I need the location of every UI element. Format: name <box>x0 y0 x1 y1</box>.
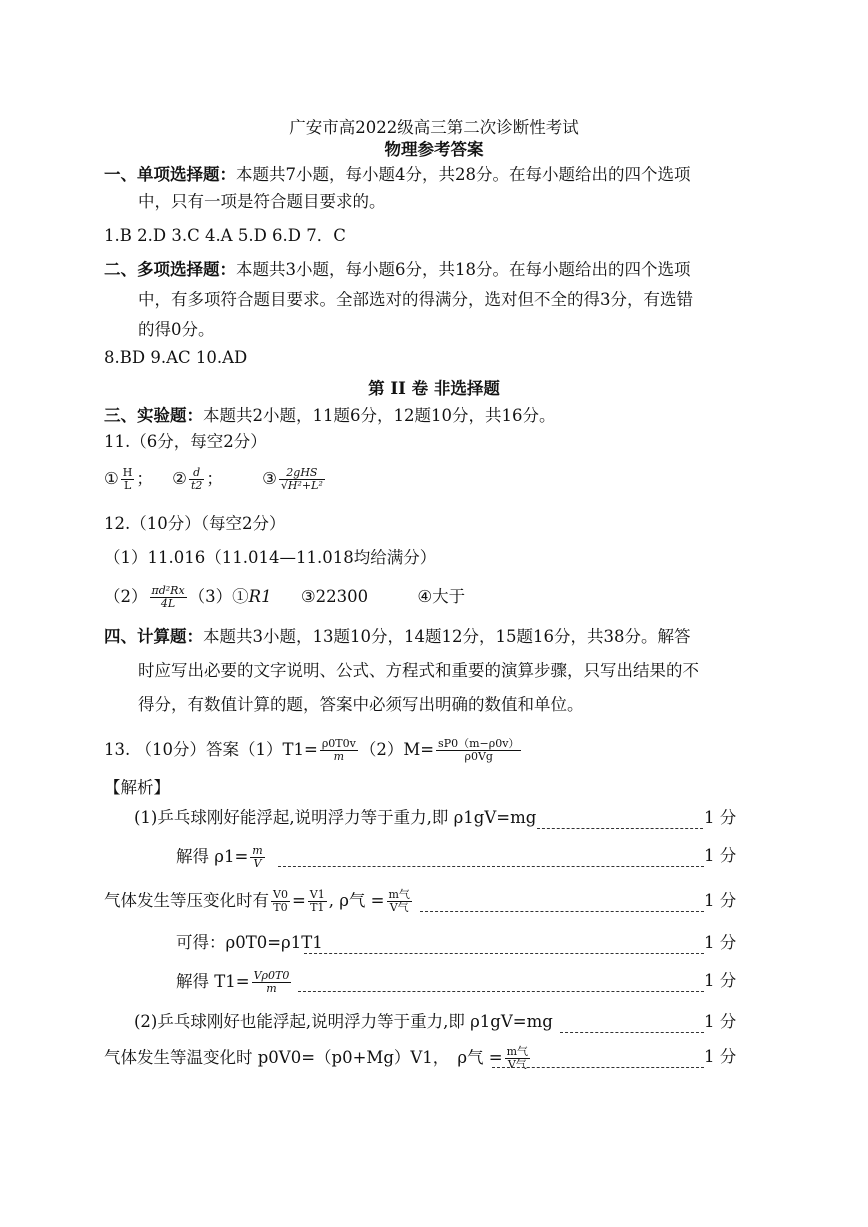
q12-answer-3: ③22300 <box>300 587 369 606</box>
q12-answer-4: ④大于 <box>417 587 466 606</box>
question-12-part-1: （1）11.016（11.014—11.018均给满分） <box>104 548 437 567</box>
section-1-text-2: 中，只有一项是符合题目要求的。 <box>138 192 386 211</box>
step-2-num: m <box>252 844 263 857</box>
step-3-fraction-2 <box>308 889 327 914</box>
q13-a2-num: sP0（m−ρ0v） <box>438 737 520 750</box>
q11-answer-1-mark: ① <box>104 469 119 488</box>
section-1-heading: 一、单项选择题： <box>104 165 236 184</box>
step-1-leader <box>537 818 703 837</box>
step-3-equals: = <box>291 891 306 910</box>
step-2-score: 1 分 <box>704 846 737 865</box>
section-3-text-1: 本题共2小题，11题6分，12题10分，共16分。 <box>203 406 556 425</box>
step-3-leader <box>420 901 704 920</box>
q11-answer-1-fraction <box>121 467 135 492</box>
section-4-line-1 <box>104 627 690 647</box>
step-2 <box>176 840 267 874</box>
step-3-d1: T0 <box>273 901 288 914</box>
step-2-den: V <box>253 857 262 870</box>
step-5-fraction <box>252 970 292 995</box>
step-4-score: 1 分 <box>704 933 737 952</box>
step-2-fraction <box>250 845 264 870</box>
q13-head: 13. （10分）答案（1）T1= <box>104 740 318 759</box>
step-5-num: Vρ0T0 <box>253 969 290 982</box>
step-5-text: 解得 T1= <box>176 972 250 991</box>
section-3-heading: 三、实验题： <box>104 406 203 425</box>
section-4-text-2: 时应写出必要的文字说明、公式、方程式和重要的演算步骤，只写出结果的不 <box>138 661 699 680</box>
q12-part-3-answer: R1 <box>248 587 272 606</box>
q12-num: πd²Rx <box>151 584 185 597</box>
question-13-answer <box>104 732 523 768</box>
step-2-text: 解得 ρ1= <box>176 847 249 866</box>
section-2-answers: 8.BD 9.AC 10.AD <box>104 348 248 367</box>
q13-a2-den: ρ0Vg <box>464 750 493 763</box>
section-2-line-1 <box>104 260 691 280</box>
step-6-text: (2)乒乓球刚好也能浮起,说明浮力等于重力,即 ρ1gV=mg <box>134 1012 553 1031</box>
question-11-answers <box>104 462 327 496</box>
q13-mid: （2）M= <box>359 740 435 759</box>
q11-a3-den: √H²+L² <box>280 479 323 492</box>
section-4-text-1: 本题共3小题，13题10分，14题12分，15题16分，共38分。解答 <box>203 627 691 646</box>
step-1-score: 1 分 <box>704 808 737 827</box>
q12-part-2-label: （2） <box>104 587 148 606</box>
step-3-n2: V1 <box>309 888 325 901</box>
q13-a1-num: ρ0T0v <box>321 737 356 750</box>
q11-a1-den: L <box>123 479 132 492</box>
step-3-n1: V0 <box>273 888 288 901</box>
q11-sep-1: ； <box>136 469 153 488</box>
step-7-text: 气体发生等温变化时 p0V0=（p0+Mg）V1， <box>104 1048 450 1067</box>
section-2-text-3: 的得0分。 <box>138 320 215 339</box>
step-3-d2: T1 <box>310 901 325 914</box>
step-7-score: 1 分 <box>704 1047 737 1066</box>
step-2-leader <box>278 856 704 875</box>
page-title: 广安市高2022级高三第二次诊断性考试 <box>289 118 579 137</box>
page-subtitle: 物理参考答案 <box>384 140 484 159</box>
section-1-text-1: 本题共7小题，每小题4分，共28分。在每小题给出的四个选项 <box>236 165 691 184</box>
step-1-text: (1)乒乓球刚好能浮起,说明浮力等于重力,即 ρ1gV=mg <box>134 808 537 827</box>
step-3-d3: V气 <box>389 901 409 914</box>
section-3-line-1 <box>104 406 555 426</box>
q13-answer-2-fraction <box>436 738 521 763</box>
step-3-fraction-1 <box>271 889 290 914</box>
question-12-part-2 <box>104 580 465 614</box>
step-6-leader <box>560 1022 704 1041</box>
q11-a2-num: d <box>193 466 201 479</box>
step-5 <box>176 964 293 1000</box>
q12-answer-fraction <box>150 585 187 610</box>
section-2-heading: 二、多项选择题： <box>104 260 236 279</box>
q11-a2-den: t2 <box>190 479 203 492</box>
section-1-line-1 <box>104 165 691 185</box>
q11-a3-num: 2gHS <box>286 466 318 479</box>
step-3 <box>104 884 414 918</box>
step-3-n3: m气 <box>388 888 410 901</box>
step-3-score: 1 分 <box>704 891 737 910</box>
step-3-fraction-3 <box>387 889 412 914</box>
section-4-heading: 四、计算题： <box>104 627 203 646</box>
section-2-text-2: 中，有多项符合题目要求。全部选对的得满分，选对但不全的得3分，有选错 <box>138 290 693 309</box>
q11-sep-2: ； <box>206 469 223 488</box>
q12-den: 4L <box>160 597 176 610</box>
step-7 <box>104 1040 532 1076</box>
step-7-den: V气 <box>507 1058 527 1071</box>
step-5-score: 1 分 <box>704 971 737 990</box>
step-7-text-b: ρ气 = <box>457 1048 503 1067</box>
q13-answer-1-fraction <box>320 738 358 763</box>
step-3-text: 气体发生等压变化时有 <box>104 891 269 910</box>
analysis-heading: 【解析】 <box>104 778 170 797</box>
step-4-text: 可得：ρ0T0=ρ1T1 <box>176 933 323 952</box>
step-5-den: m <box>266 982 277 995</box>
question-11-label: 11.（6分，每空2分） <box>104 432 267 451</box>
q12-part-3-label: （3）① <box>188 587 249 606</box>
section-4-text-3: 得分，有数值计算的题，答案中必须写出明确的数值和单位。 <box>138 695 584 714</box>
section-2-text-1: 本题共3小题，每小题6分，共18分。在每小题给出的四个选项 <box>236 260 691 279</box>
part-2-heading: 第 II 卷 非选择题 <box>368 379 500 398</box>
q11-answer-2-mark: ② <box>172 469 187 488</box>
step-7-leader <box>492 1057 704 1076</box>
step-3-text-b: , ρ气 = <box>328 891 385 910</box>
step-5-leader <box>298 981 704 1000</box>
question-12-label: 12.（10分）（每空2分） <box>104 514 286 533</box>
q11-answer-2-fraction <box>189 467 204 492</box>
step-7-num: m气 <box>506 1045 529 1058</box>
q11-a1-num: H <box>122 466 133 479</box>
q11-answer-3-mark: ③ <box>262 469 277 488</box>
q13-a1-den: m <box>333 750 345 763</box>
step-4-leader <box>304 943 704 962</box>
section-1-answers: 1.B 2.D 3.C 4.A 5.D 6.D 7．C <box>104 226 346 245</box>
step-6-score: 1 分 <box>704 1012 737 1031</box>
q11-answer-3-fraction <box>279 467 325 492</box>
